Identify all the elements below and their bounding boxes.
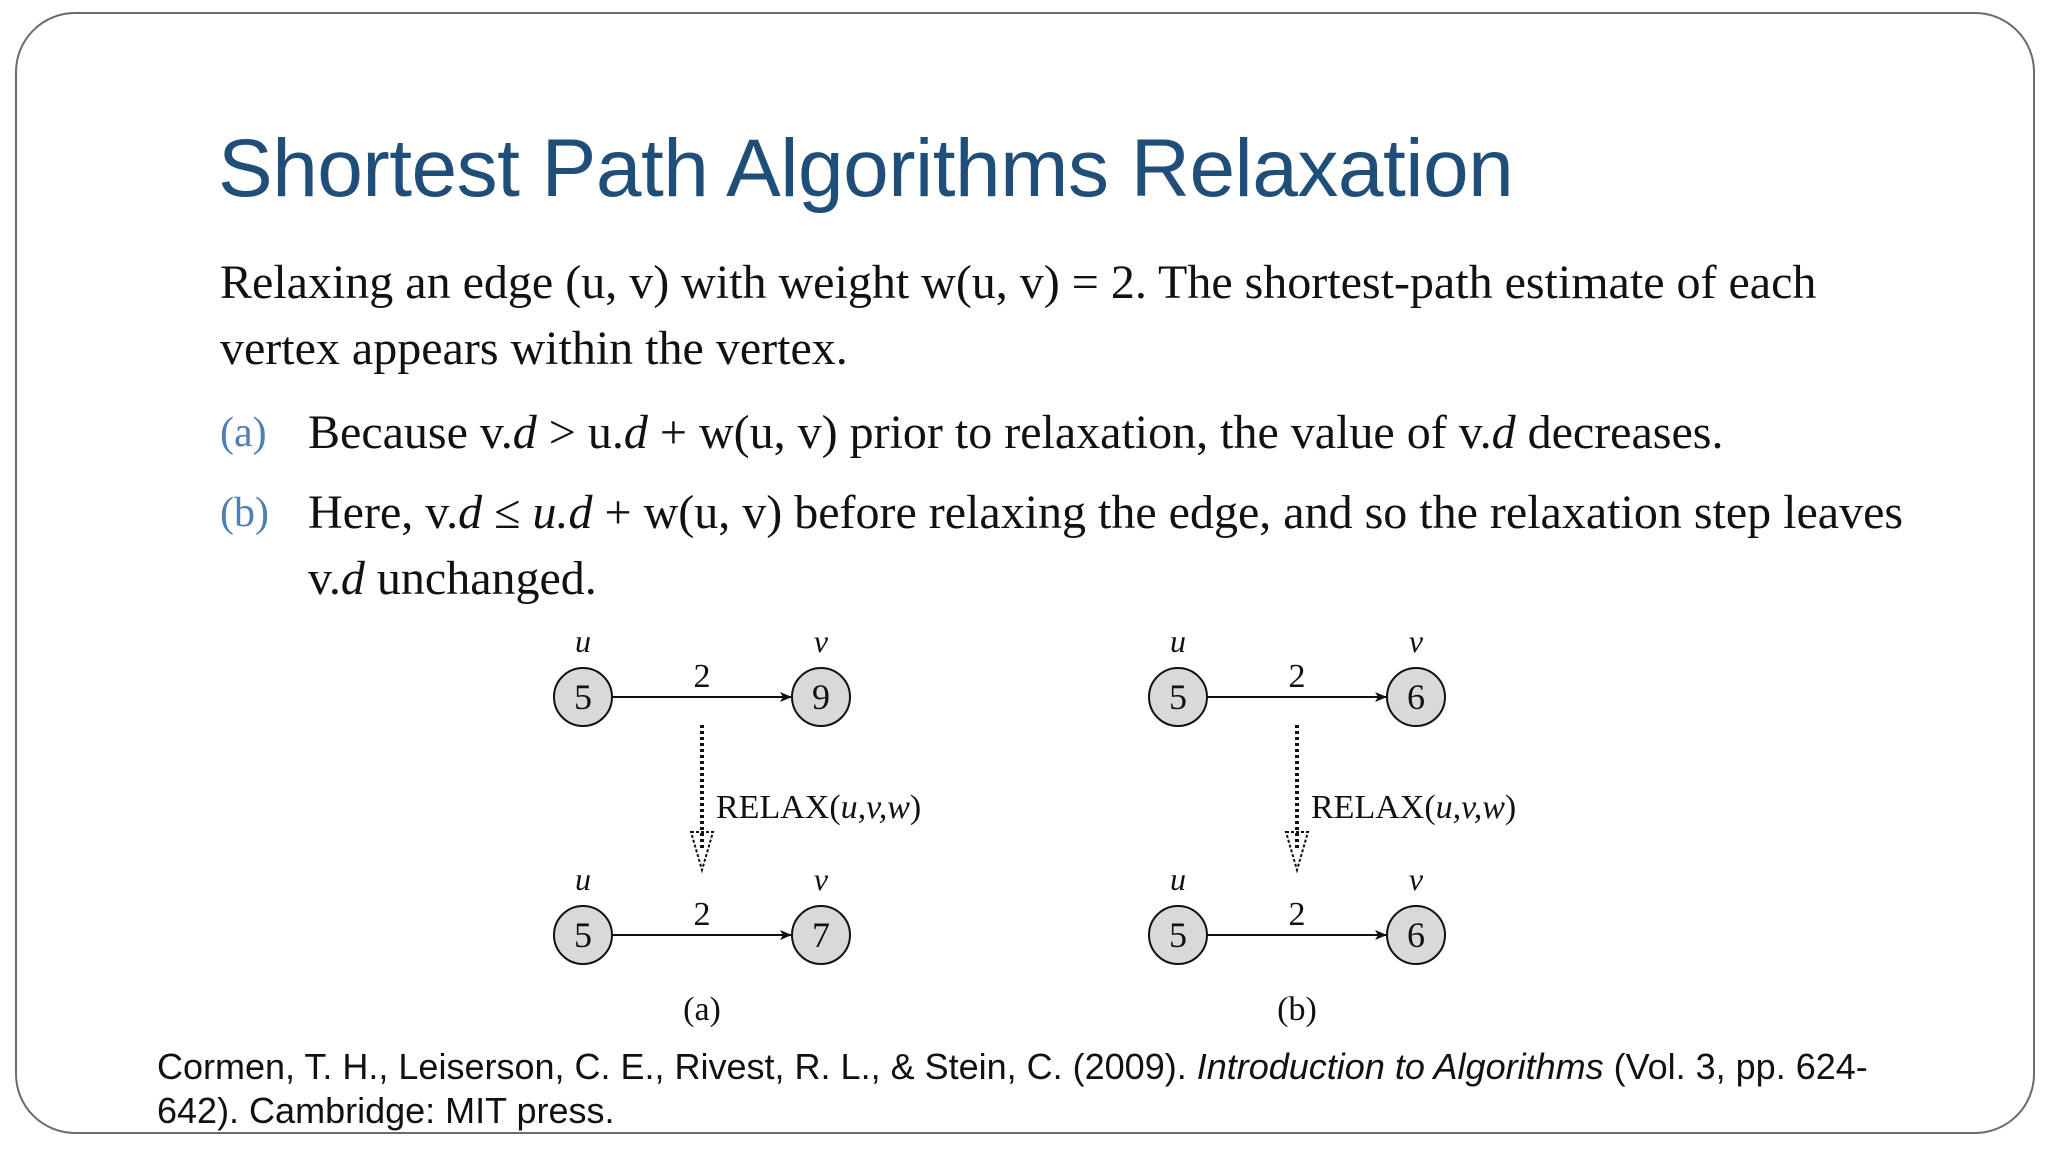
vertex-v-value: 6 (1407, 677, 1425, 717)
vertex-v-value: 9 (812, 677, 830, 717)
relax-arrowhead (1286, 832, 1308, 870)
citation-authors: Cormen, T. H., Leiserson, C. E., Rivest, R. L., & Stein, C. (2009). (157, 1046, 1197, 1087)
bullet-a-marker: (a) (220, 410, 267, 456)
bullet-b-part: + w(u, v) before relaxing the edge, and so the relaxation step leaves v. (308, 486, 1904, 605)
bullet-b-part: u.d (532, 486, 593, 539)
vertex-u-value: 5 (1169, 677, 1187, 717)
bullet-b-part: Here, v. (308, 486, 459, 539)
vertex-v-label: v (1408, 861, 1424, 897)
bullet-a-part: > u. (536, 406, 624, 459)
edge-weight-label: 2 (1288, 896, 1306, 933)
bullet-a-part: d (512, 406, 537, 459)
vertex-u-value: 5 (574, 915, 592, 955)
panel-caption: (b) (1277, 991, 1317, 1028)
vertex-u-value: 5 (574, 677, 592, 717)
vertex-u-label: u (1170, 861, 1186, 897)
vertex-v-value: 7 (812, 915, 830, 955)
vertex-u-label: u (575, 623, 591, 659)
bullet-b-part: ≤ (482, 486, 533, 539)
vertex-v-value: 6 (1407, 915, 1425, 955)
vertex-v-label: v (1408, 623, 1424, 659)
edge-weight-label: 2 (693, 658, 711, 695)
vertex-u-label: u (575, 861, 591, 897)
vertex-u-value: 5 (1169, 915, 1187, 955)
edge-weight-label: 2 (1288, 658, 1306, 695)
vertex-v-label: v (813, 623, 829, 659)
citation-details: (Vol. 3, pp. 624-642). Cambridge: MIT press. (157, 1046, 1868, 1131)
bullet-b-part: d (458, 486, 483, 539)
bullet-a-part: Because v. (308, 406, 513, 459)
panel-caption: (a) (683, 991, 721, 1028)
relax-label: RELAX(u,v,w) (1311, 789, 1517, 826)
relax-arrowhead (691, 832, 713, 870)
edge-weight-label: 2 (693, 896, 711, 933)
vertex-u-label: u (1170, 623, 1186, 659)
bullet-a-part: + w(u, v) prior to relaxation, the value of v. (647, 406, 1492, 459)
bullet-b-part: d (340, 552, 365, 605)
intro-text: Relaxing an edge (u, v) with weight w(u, v) = 2. The shortest-path estimate of each vertex appears within the vertex. (220, 256, 1817, 375)
relax-label: RELAX(u,v,w) (716, 789, 922, 826)
bullet-a-part: d (1491, 406, 1516, 459)
slide-title: Shortest Path Algorithms Relaxation (218, 123, 1514, 214)
citation (157, 1045, 1917, 1133)
bullet-b-part: unchanged. (364, 552, 597, 605)
bullet-b-marker: (b) (220, 490, 269, 536)
vertex-v-label: v (813, 861, 829, 897)
bullet-a-part: d (623, 406, 648, 459)
citation-book-title: Introduction to Algorithms (1196, 1046, 1604, 1087)
bullet-a-part: decreases. (1515, 406, 1724, 459)
